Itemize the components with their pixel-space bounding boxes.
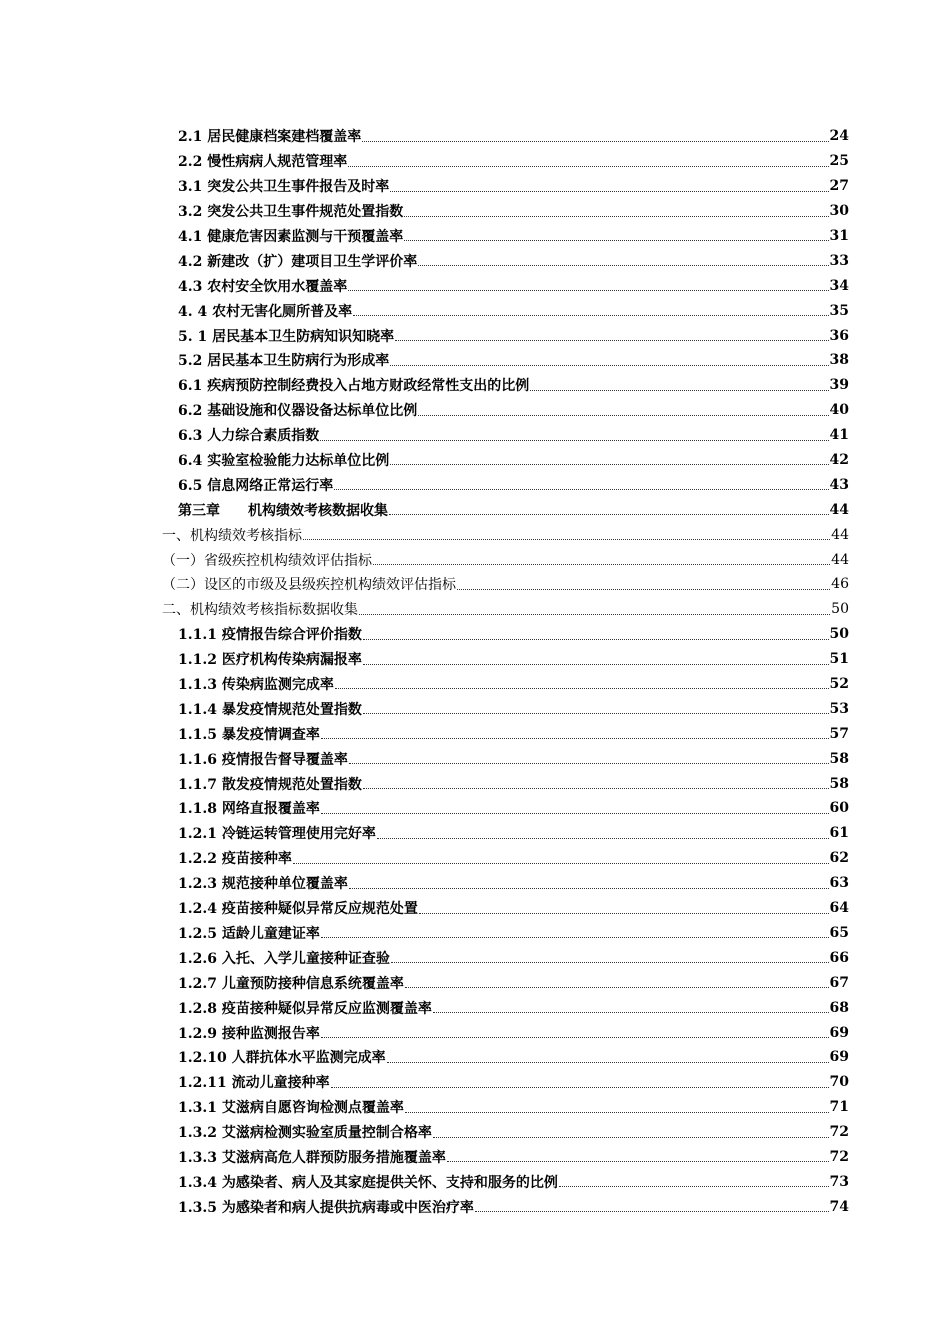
toc-entry[interactable] [0, 224, 950, 249]
toc-entry-page-number: 60 [829, 800, 849, 817]
toc-entry-page-number: 39 [829, 377, 849, 394]
toc-entry[interactable] [0, 323, 950, 348]
toc-entry[interactable] [0, 423, 950, 448]
toc-dot-leader [349, 887, 829, 889]
toc-entry[interactable] [0, 398, 950, 423]
toc-entry-page-number: 50 [829, 626, 849, 643]
toc-entry-page-number: 66 [829, 949, 849, 966]
toc-entry-page-number: 68 [829, 999, 849, 1016]
toc-dot-leader [433, 1136, 829, 1138]
toc-dot-leader [359, 613, 830, 615]
toc-entry-page-number: 24 [829, 128, 849, 145]
toc-entry[interactable] [0, 547, 950, 572]
toc-entry-label: 2.2 慢性病病人规范管理率 [178, 154, 348, 171]
toc-entry-page-number: 40 [829, 402, 849, 419]
toc-entry-label: （一）省级疾控机构绩效评估指标 [162, 552, 372, 569]
toc-entry-label: 1.1.8 网络直报覆盖率 [178, 801, 320, 818]
toc-dot-leader [395, 339, 828, 341]
toc-entry-page-number: 73 [829, 1173, 849, 1190]
toc-entry-label: 6.3 人力综合素质指数 [178, 428, 320, 445]
toc-entry-page-number: 63 [829, 875, 849, 892]
toc-dot-leader [391, 961, 829, 963]
toc-entry-label: 1.1.3 传染病监测完成率 [178, 677, 334, 694]
toc-entry-label: 1.2.9 接种监测报告率 [178, 1025, 320, 1042]
toc-entry[interactable] [0, 472, 950, 497]
toc-dot-leader [447, 1160, 829, 1162]
toc-dot-leader [363, 712, 829, 714]
toc-entry-page-number: 52 [829, 676, 849, 693]
toc-entry[interactable] [0, 796, 950, 821]
toc-dot-leader [353, 314, 828, 316]
toc-entry-page-number: 25 [829, 153, 849, 170]
toc-entry[interactable] [0, 721, 950, 746]
toc-entry[interactable] [0, 572, 950, 597]
toc-entry-label: 1.3.5 为感染者和病人提供抗病毒或中医治疗率 [178, 1199, 474, 1216]
toc-entry-page-number: 27 [829, 178, 849, 195]
toc-entry-label: 5. 1 居民基本卫生防病知识知晓率 [178, 328, 395, 345]
toc-dot-leader [348, 165, 828, 167]
toc-entry-label: （二）设区的市级及县级疾控机构绩效评估指标 [162, 577, 456, 594]
toc-entry-page-number: 33 [829, 252, 849, 269]
toc-entry-label: 1.1.7 散发疫情规范处置指数 [178, 776, 362, 793]
toc-entry[interactable] [0, 348, 950, 373]
toc-entry[interactable] [0, 921, 950, 946]
toc-dot-leader [559, 1185, 829, 1187]
toc-entry-label: 1.3.3 艾滋病高危人群预防服务措施覆盖率 [178, 1149, 446, 1166]
toc-dot-leader [363, 638, 829, 640]
toc-entry-label: 第三章 机构绩效考核数据收集 [178, 502, 388, 519]
toc-entry[interactable] [0, 124, 950, 149]
toc-entry-label: 3.1 突发公共卫生事件报告及时率 [178, 179, 390, 196]
toc-entry[interactable] [0, 497, 950, 522]
toc-entry-label: 1.1.2 医疗机构传染病漏报率 [178, 652, 362, 669]
toc-entry-page-number: 65 [829, 924, 849, 941]
toc-entry[interactable] [0, 945, 950, 970]
toc-entry-page-number: 69 [829, 1024, 849, 1041]
toc-entry-label: 1.2.8 疫苗接种疑似异常反应监测覆盖率 [178, 1000, 432, 1017]
toc-entry[interactable] [0, 622, 950, 647]
toc-dot-leader [363, 663, 829, 665]
toc-dot-leader [405, 1111, 829, 1113]
toc-dot-leader [377, 837, 829, 839]
toc-entry-label: 二、机构绩效考核指标数据收集 [162, 602, 358, 619]
toc-dot-leader [303, 538, 830, 540]
toc-entry-page-number: 35 [829, 302, 849, 319]
toc-entry[interactable] [0, 746, 950, 771]
toc-entry[interactable] [0, 1194, 950, 1219]
toc-entry[interactable] [0, 199, 950, 224]
toc-dot-leader [387, 1061, 829, 1063]
toc-entry-label: 1.2.6 入托、入学儿童接种证查验 [178, 950, 390, 967]
toc-entry-page-number: 46 [831, 576, 849, 593]
toc-entry[interactable] [0, 373, 950, 398]
toc-entry[interactable] [0, 821, 950, 846]
toc-entry-page-number: 62 [829, 850, 849, 867]
toc-entry[interactable] [0, 597, 950, 622]
toc-entry[interactable] [0, 871, 950, 896]
toc-entry-label: 1.2.3 规范接种单位覆盖率 [178, 876, 348, 893]
toc-entry-label: 1.2.5 适龄儿童建证率 [178, 925, 320, 942]
toc-entry-page-number: 38 [829, 352, 849, 369]
toc-entry[interactable] [0, 672, 950, 697]
toc-entry-page-number: 61 [829, 825, 849, 842]
toc-entry[interactable] [0, 995, 950, 1020]
toc-entry[interactable] [0, 696, 950, 721]
toc-entry[interactable] [0, 1145, 950, 1170]
toc-entry-label: 4. 4 农村无害化厕所普及率 [178, 303, 353, 320]
toc-dot-leader [348, 289, 828, 291]
toc-entry[interactable] [0, 448, 950, 473]
toc-dot-leader [405, 986, 829, 988]
toc-entry-label: 1.2.7 儿童预防接种信息系统覆盖率 [178, 975, 404, 992]
toc-entry-page-number: 58 [829, 775, 849, 792]
toc-dot-leader [349, 762, 829, 764]
toc-entry-label: 1.2.4 疫苗接种疑似异常反应规范处置 [178, 901, 418, 918]
toc-entry-page-number: 53 [829, 700, 849, 717]
toc-entry[interactable] [0, 298, 950, 323]
toc-dot-leader [373, 563, 830, 565]
toc-dot-leader [390, 364, 828, 366]
toc-entry[interactable] [0, 522, 950, 547]
toc-dot-leader [321, 1036, 829, 1038]
toc-entry-label: 4.2 新建改（扩）建项目卫生学评价率 [178, 253, 418, 270]
toc-entry-label: 1.2.1 冷链运转管理使用完好率 [178, 826, 376, 843]
toc-entry-label: 6.4 实验室检验能力达标单位比例 [178, 453, 390, 470]
toc-dot-leader [363, 787, 829, 789]
toc-dot-leader [404, 239, 828, 241]
toc-entry-page-number: 50 [831, 601, 849, 618]
toc-entry[interactable] [0, 273, 950, 298]
toc-entry-label: 6.5 信息网络正常运行率 [178, 477, 334, 494]
toc-entry-label: 1.2.10 人群抗体水平监测完成率 [178, 1050, 386, 1067]
toc-entry-page-number: 42 [829, 452, 849, 469]
toc-entry-page-number: 44 [831, 526, 849, 543]
toc-entry[interactable] [0, 1120, 950, 1145]
toc-entry-label: 一、机构绩效考核指标 [162, 527, 302, 544]
toc-entry-label: 3.2 突发公共卫生事件规范处置指数 [178, 204, 404, 221]
toc-dot-leader [389, 513, 829, 515]
toc-entry-label: 1.2.11 流动儿童接种率 [178, 1075, 330, 1092]
toc-entry[interactable] [0, 1095, 950, 1120]
toc-entry-page-number: 34 [829, 277, 849, 294]
toc-entry-label: 6.2 基础设施和仪器设备达标单位比例 [178, 403, 418, 420]
toc-entry-page-number: 41 [829, 427, 849, 444]
table-of-contents [0, 124, 950, 1219]
toc-entry[interactable] [0, 1045, 950, 1070]
toc-entry-label: 4.3 农村安全饮用水覆盖率 [178, 278, 348, 295]
toc-dot-leader [320, 439, 828, 441]
toc-dot-leader [475, 1210, 829, 1212]
toc-entry[interactable] [0, 771, 950, 796]
toc-entry-label: 4.1 健康危害因素监测与干预覆盖率 [178, 229, 404, 245]
toc-entry-page-number: 43 [829, 476, 849, 493]
toc-entry[interactable] [0, 1070, 950, 1095]
toc-entry[interactable] [0, 1020, 950, 1045]
toc-entry-label: 1.1.5 暴发疫情调查率 [178, 726, 320, 743]
toc-entry[interactable] [0, 248, 950, 273]
toc-entry[interactable] [0, 896, 950, 921]
toc-dot-leader [433, 1011, 829, 1013]
toc-dot-leader [321, 812, 829, 814]
toc-entry-page-number: 67 [829, 974, 849, 991]
toc-entry-page-number: 36 [829, 327, 849, 344]
toc-dot-leader [390, 190, 828, 192]
toc-entry-page-number: 64 [829, 900, 849, 917]
toc-entry-page-number: 70 [829, 1074, 849, 1091]
toc-dot-leader [321, 737, 829, 739]
toc-entry[interactable] [0, 149, 950, 174]
toc-entry-page-number: 44 [829, 501, 849, 518]
toc-dot-leader [321, 936, 829, 938]
toc-dot-leader [457, 588, 830, 590]
toc-dot-leader [404, 215, 828, 217]
toc-entry-label: 1.1.4 暴发疫情规范处置指数 [178, 701, 362, 718]
toc-entry[interactable] [0, 1169, 950, 1194]
toc-entry[interactable] [0, 174, 950, 199]
toc-dot-leader [418, 414, 828, 416]
toc-entry-label: 1.2.2 疫苗接种率 [178, 851, 292, 868]
toc-dot-leader [530, 389, 828, 391]
toc-dot-leader [335, 687, 829, 689]
toc-entry-page-number: 31 [829, 228, 849, 244]
toc-entry-page-number: 57 [829, 725, 849, 742]
toc-entry-label: 1.3.1 艾滋病自愿咨询检测点覆盖率 [178, 1100, 404, 1117]
toc-dot-leader [331, 1086, 829, 1088]
toc-entry-page-number: 51 [829, 651, 849, 668]
toc-entry-label: 6.1 疾病预防控制经费投入占地方财政经常性支出的比例 [178, 378, 530, 395]
toc-entry-label: 2.1 居民健康档案建档覆盖率 [178, 129, 362, 146]
toc-entry-page-number: 74 [829, 1198, 849, 1215]
toc-entry[interactable] [0, 647, 950, 672]
toc-entry-page-number: 58 [829, 750, 849, 767]
toc-dot-leader [362, 140, 828, 142]
toc-entry-page-number: 72 [829, 1148, 849, 1165]
toc-entry-label: 1.1.6 疫情报告督导覆盖率 [178, 751, 348, 768]
toc-entry-page-number: 71 [829, 1099, 849, 1116]
toc-dot-leader [293, 862, 829, 864]
toc-entry-page-number: 30 [829, 203, 849, 220]
toc-entry-label: 1.1.1 疫情报告综合评价指数 [178, 627, 362, 644]
toc-dot-leader [418, 264, 828, 266]
toc-entry-page-number: 44 [831, 551, 849, 568]
toc-entry[interactable] [0, 970, 950, 995]
toc-entry-label: 5.2 居民基本卫生防病行为形成率 [178, 353, 390, 370]
toc-entry-page-number: 72 [829, 1124, 849, 1141]
toc-entry-page-number: 69 [829, 1049, 849, 1066]
toc-entry-label: 1.3.4 为感染者、病人及其家庭提供关怀、支持和服务的比例 [178, 1174, 558, 1191]
toc-dot-leader [334, 488, 828, 490]
toc-dot-leader [390, 463, 828, 465]
toc-entry[interactable] [0, 846, 950, 871]
toc-dot-leader [419, 912, 829, 914]
toc-entry-label: 1.3.2 艾滋病检测实验室质量控制合格率 [178, 1125, 432, 1142]
